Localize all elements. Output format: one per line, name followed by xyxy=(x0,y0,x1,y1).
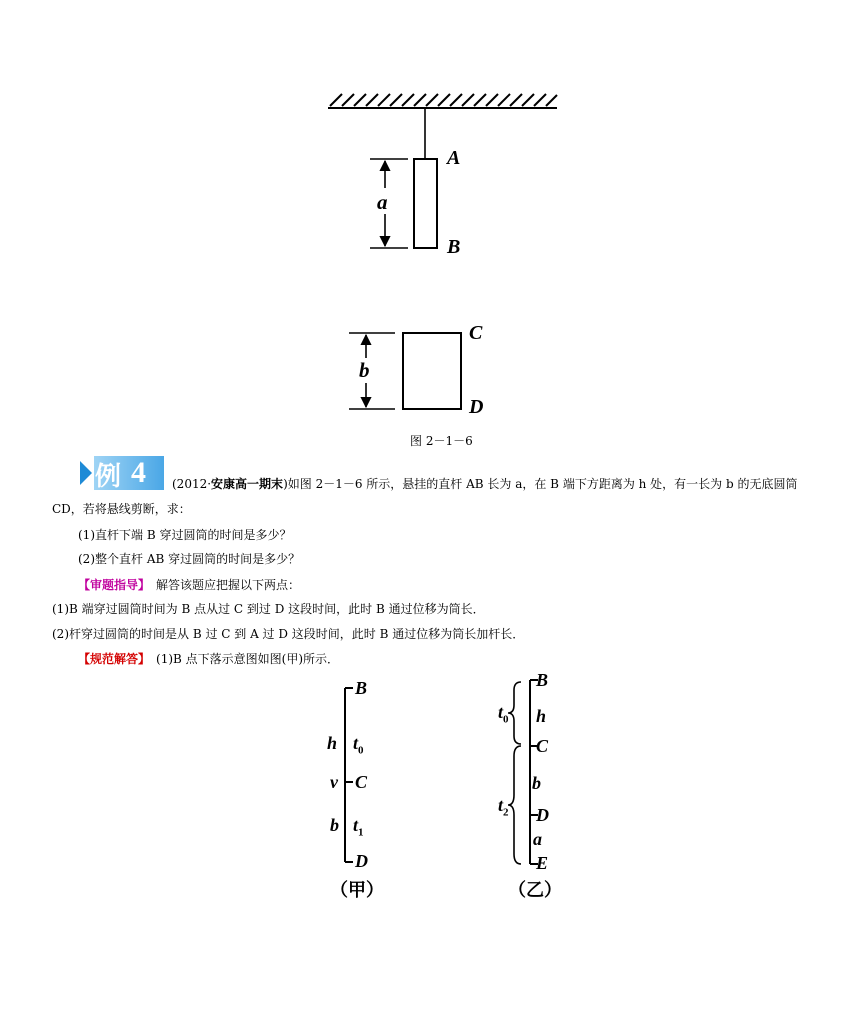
figure-rod-and-cylinder xyxy=(0,0,860,460)
guide-point-1: (1)B 端穿过圆筒时间为 B 点从过 C 到过 D 这段时间，此时 B 通过位移为筒长． xyxy=(52,602,485,616)
guide-point-2: (2)杆穿过圆筒的时间是从 B 过 C 到 A 过 D 这段时间，此时 B 通过位移为筒长加杆长． xyxy=(52,627,525,641)
jia-label-b-length: b xyxy=(330,815,339,835)
cylinder-cd xyxy=(403,333,461,409)
label-b-point: B xyxy=(447,236,461,258)
question-2: (2)整个直杆 AB 穿过圆筒的时间是多少？ xyxy=(78,552,301,566)
jia-caption: （甲） xyxy=(330,880,384,900)
ceiling xyxy=(328,94,557,108)
problem-line-2: CD，若将悬线剪断，求： xyxy=(52,502,191,516)
badge-character: 例 xyxy=(95,462,122,492)
jia-label-c: C xyxy=(355,772,368,792)
guide-heading: 【审题指导】 解答该题应把握以下两点： xyxy=(78,578,301,592)
yi-label-b: B xyxy=(536,670,549,690)
yi-label-a: a xyxy=(533,829,542,849)
yi-label-t2: $t_2$ xyxy=(498,795,509,819)
dimension-b xyxy=(349,333,395,409)
answer-heading: 【规范解答】 (1)B 点下落示意图如图(甲)所示． xyxy=(78,652,340,666)
jia-label-v: v xyxy=(330,772,338,792)
question-1: (1)直杆下端 B 穿过圆筒的时间是多少？ xyxy=(78,528,292,542)
rod-ab xyxy=(414,159,437,248)
label-a-point: A xyxy=(447,147,461,169)
yi-label-h: h xyxy=(536,706,547,726)
yi-caption: （乙） xyxy=(508,880,562,900)
figure-caption: 图 2－1－6 xyxy=(410,434,473,448)
badge-number: 4 xyxy=(131,456,146,489)
yi-label-e: E xyxy=(536,853,549,873)
dimension-a xyxy=(370,159,408,248)
yi-label-t0: $t_0$ xyxy=(498,702,509,726)
label-d-point: D xyxy=(469,396,484,418)
jia-label-d: D xyxy=(355,851,368,871)
problem-line-1: (2012·安康高一期末)如图 2－1－6 所示，悬挂的直杆 AB 长为 a，在 B 端下方距离为 h 处，有一长为 b 的无底圆筒 xyxy=(172,477,798,491)
label-a-length: a xyxy=(377,190,388,214)
label-b-length: b xyxy=(359,358,370,382)
jia-label-t1: $t_1$ xyxy=(353,815,364,839)
label-c-point: C xyxy=(469,322,483,344)
yi-label-b-length: b xyxy=(532,773,541,793)
yi-label-c: C xyxy=(536,736,549,756)
jia-label-h: h xyxy=(327,733,338,753)
example-badge xyxy=(80,455,164,491)
yi-label-d: D xyxy=(536,805,549,825)
jia-label-t0: $t_0$ xyxy=(353,733,364,757)
jia-label-b: B xyxy=(355,678,368,698)
